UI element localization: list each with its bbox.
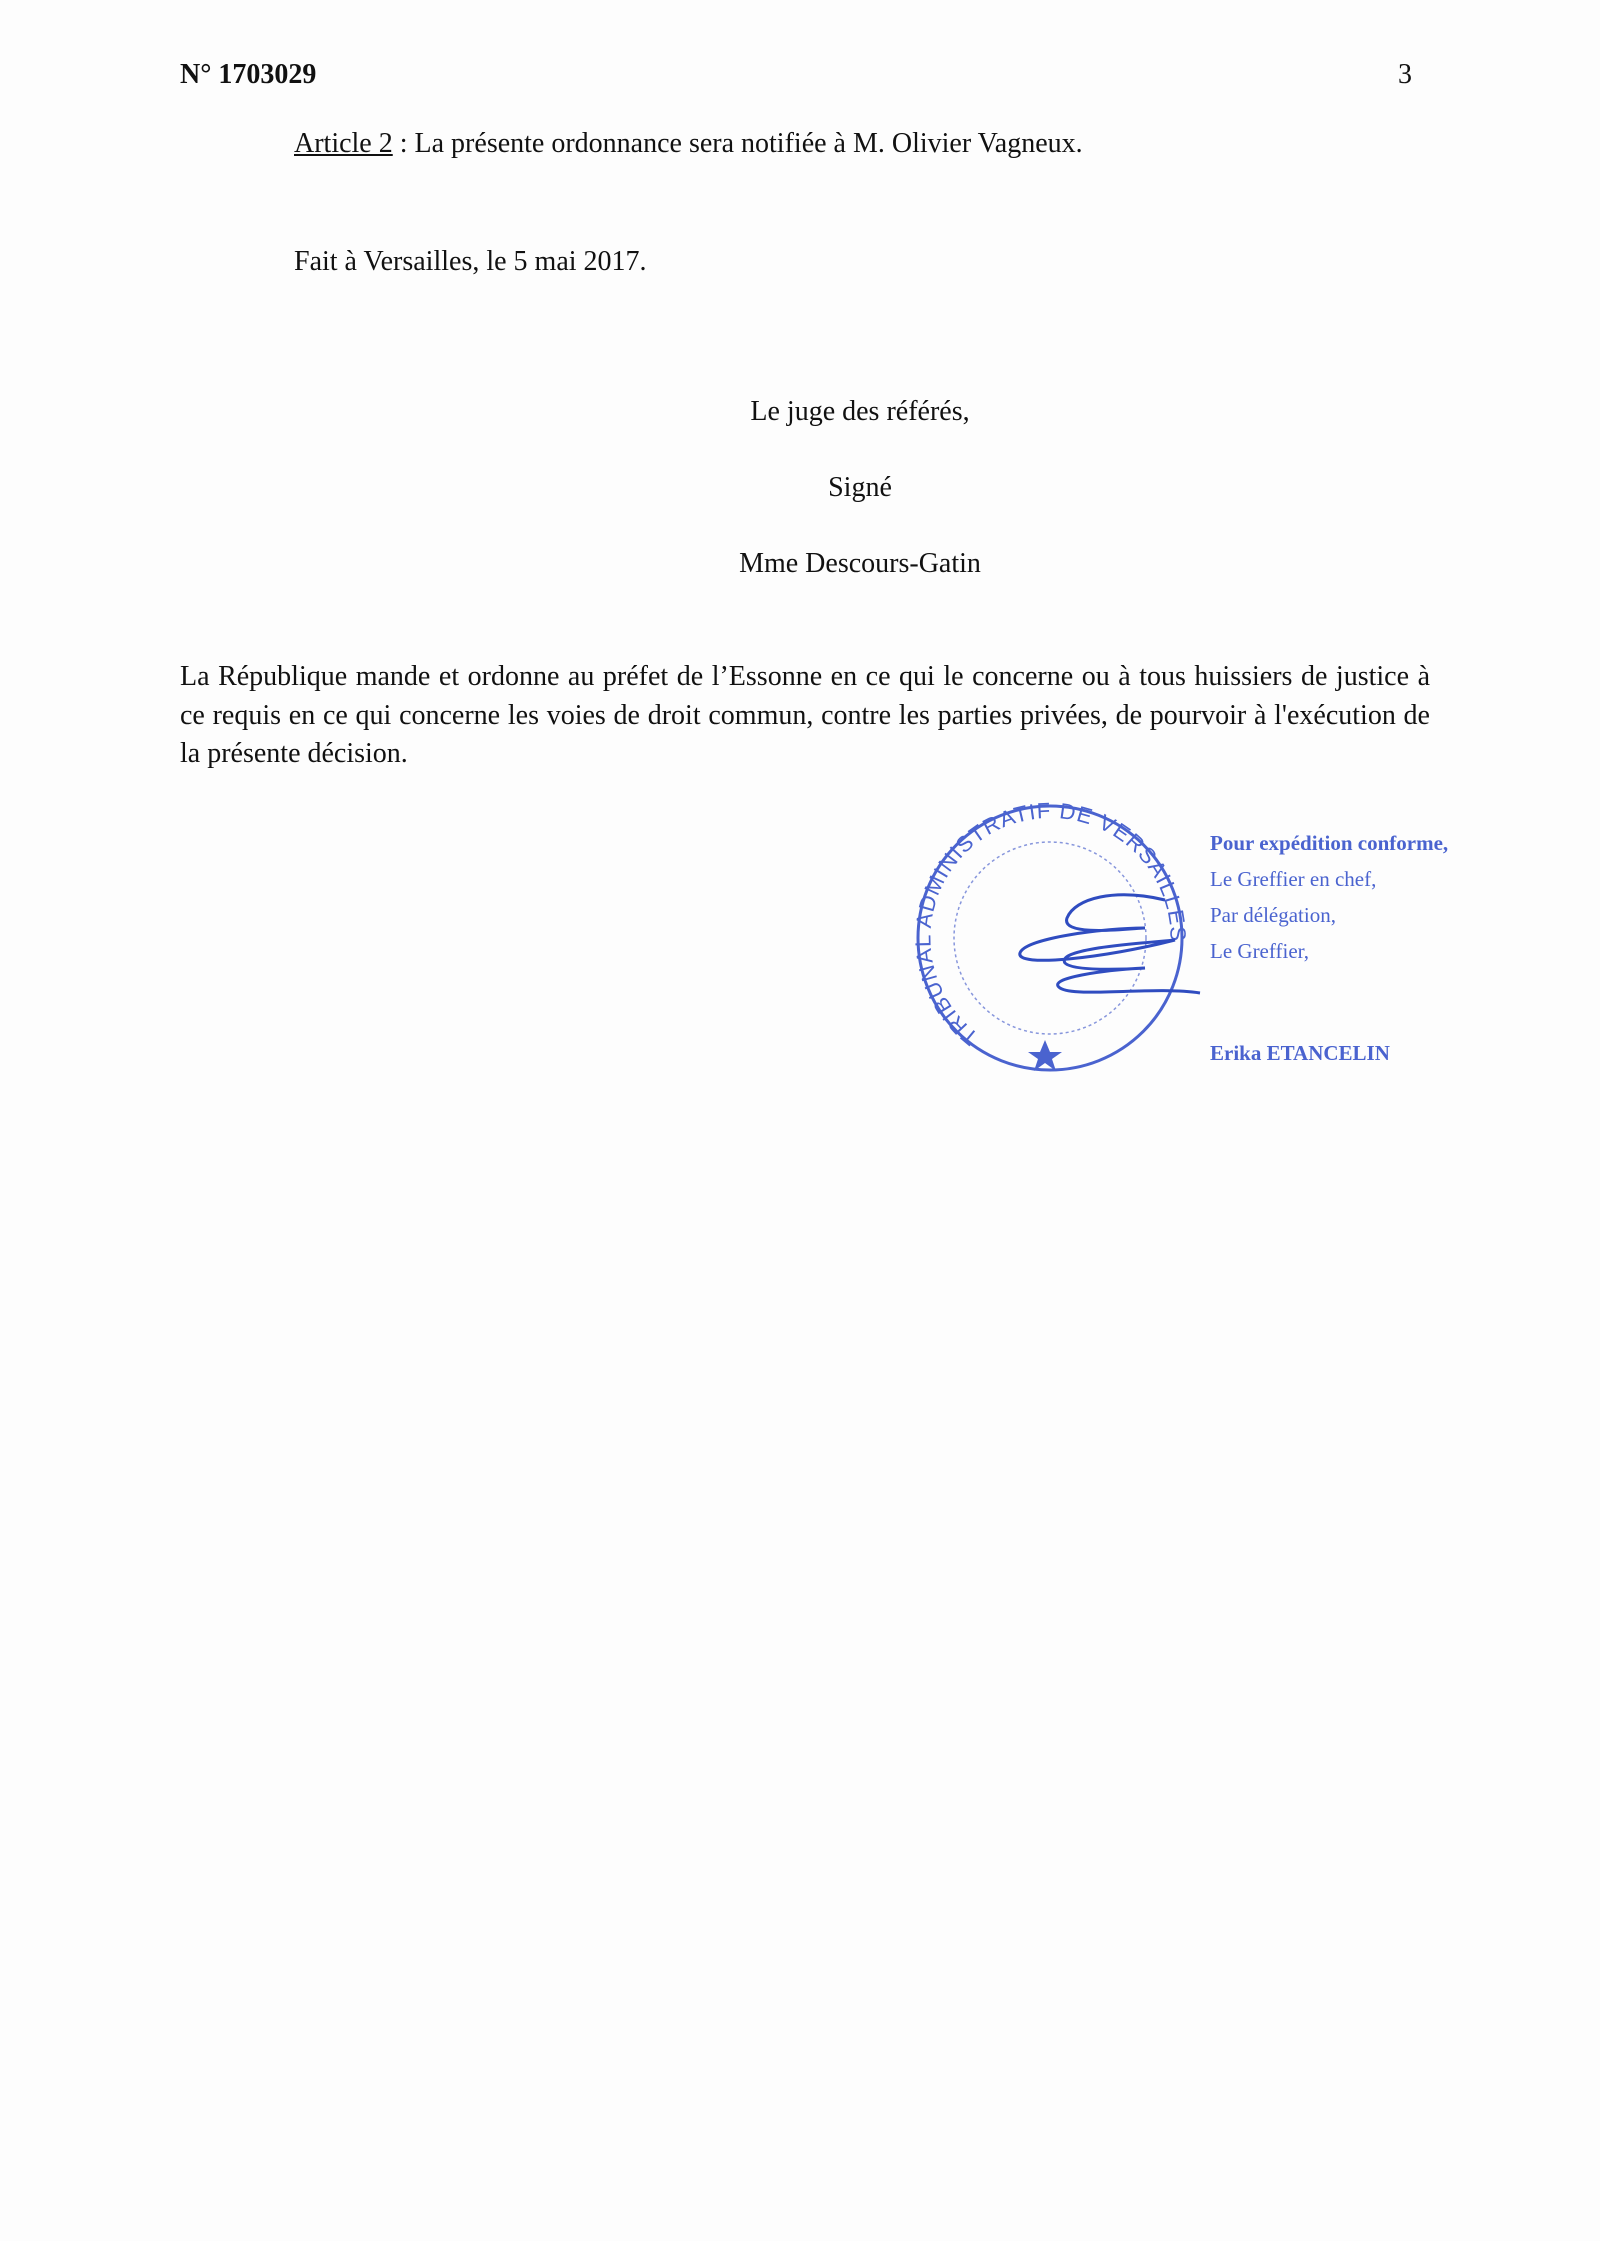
signed-label: Signé [828, 472, 892, 503]
page-number: 3 [1398, 59, 1412, 90]
star-icon [1028, 1040, 1062, 1071]
judge-title: Le juge des référés, [750, 396, 970, 427]
place-date: Fait à Versailles, le 5 mai 2017. [294, 246, 647, 277]
article-2-text: : La présente ordonnance sera notifiée à M. Olivier Vagneux. [392, 128, 1083, 159]
stamp-seal-icon [905, 790, 1205, 1100]
article-2-label: Article 2 [294, 128, 393, 159]
stamp-ring-text: TRIBUNAL ADMINISTRATIF DE VERSAILLES [910, 797, 1191, 1051]
judge-name: Mme Descours-Gatin [739, 548, 981, 579]
court-stamp [905, 790, 1525, 1100]
article-2 [294, 125, 1083, 163]
stamp-line-4: Le Greffier, [1210, 939, 1310, 963]
svg-text:TRIBUNAL ADMINISTRATIF DE VERS [910, 798, 1190, 1051]
handwritten-signature-icon [1020, 895, 1200, 993]
enforcement-clause: La République mande et ordonne au préfet de l’Essonne en ce qui le concerne ou à tous huissiers de justice à ce requis en ce qui concerne les voies de droit commun, contre les parties privées, de pourvoir à l'exécution de la présente décision. [180, 661, 1430, 769]
stamp-name: Erika ETANCELIN [1210, 1041, 1390, 1065]
stamp-line-3: Par délégation, [1210, 903, 1336, 927]
stamp-line-1: Pour expédition conforme, [1210, 831, 1449, 855]
case-number: N° 1703029 [180, 59, 317, 90]
stamp-line-2: Le Greffier en chef, [1210, 867, 1377, 891]
